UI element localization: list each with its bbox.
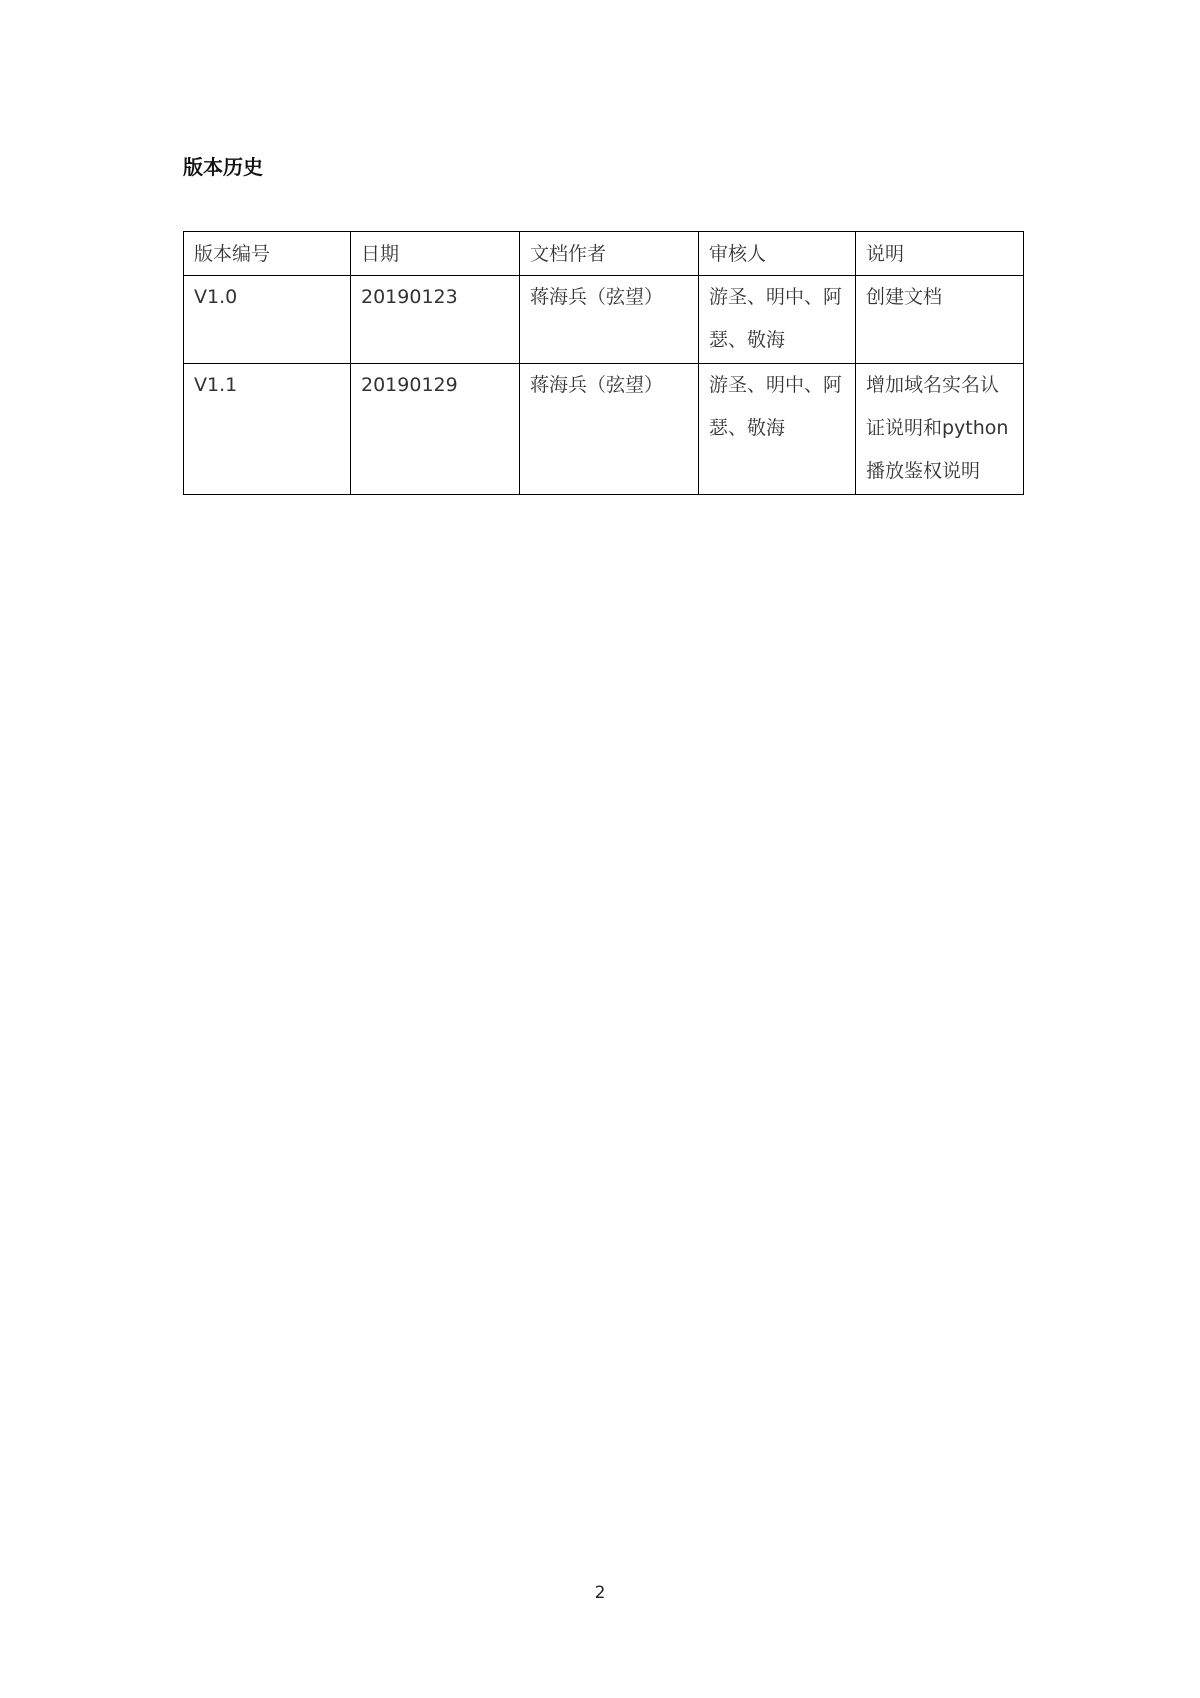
cell-description: 增加域名实名认证说明和python 播放鉴权说明 — [856, 364, 1024, 495]
version-history-table — [183, 231, 1024, 495]
cell-reviewers: 游圣、明中、阿瑟、敬海 — [699, 364, 856, 495]
cell-date: 20190129 — [351, 364, 520, 495]
cell-author: 蒋海兵（弦望） — [520, 364, 699, 495]
column-header-version: 版本编号 — [184, 232, 351, 276]
cell-version: V1.1 — [184, 364, 351, 495]
cell-description: 创建文档 — [856, 276, 1024, 364]
column-header-reviewers: 审核人 — [699, 232, 856, 276]
section-title: 版本历史 — [183, 155, 263, 179]
column-header-author: 文档作者 — [520, 232, 699, 276]
table-row — [184, 276, 1024, 364]
table-header-row — [184, 232, 1024, 276]
column-header-date: 日期 — [351, 232, 520, 276]
page-number: 2 — [594, 1583, 606, 1603]
cell-version: V1.0 — [184, 276, 351, 364]
cell-author: 蒋海兵（弦望） — [520, 276, 699, 364]
column-header-description: 说明 — [856, 232, 1024, 276]
cell-reviewers: 游圣、明中、阿瑟、敬海 — [699, 276, 856, 364]
cell-date: 20190123 — [351, 276, 520, 364]
table-row — [184, 364, 1024, 495]
